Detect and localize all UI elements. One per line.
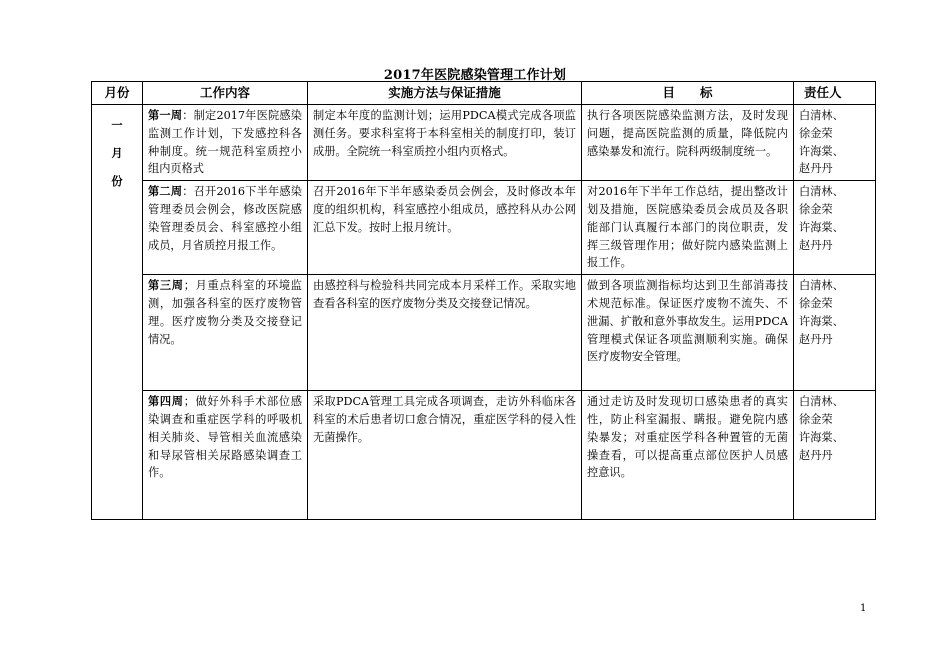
goal-cell: 执行各项医院感染监测方法，及时发现问题，提高医院监测的质量，降低院内感染暴发和流行。院科两级制度统一。 (582, 105, 794, 181)
week-label: 第三周 (148, 278, 184, 293)
content-text: ；做好外科手术部位感染调查和重症医学科的呼吸机相关肺炎、导管相关血流感染和导尿管相关尿路感染调查工作。 (148, 395, 302, 480)
responsible-person: 许海棠、 (799, 314, 844, 328)
header-responsible: 责任人 (794, 82, 876, 105)
content-cell (143, 391, 308, 520)
header-month: 月份 (92, 82, 143, 105)
content-text: ；月重点科室的环境监测，加强各科室的医疗废物管理。医疗废物分类及交接登记情况。 (148, 279, 302, 346)
month-cell (92, 105, 143, 520)
responsible-person: 徐金荣 (799, 126, 833, 140)
table-row (92, 275, 876, 391)
responsible-person: 赵丹丹 (799, 238, 833, 252)
month-char: 一 (111, 118, 123, 132)
month-char: 月 (111, 146, 123, 160)
page-title: 2017年医院感染管理工作计划 (383, 68, 567, 83)
table-header-row (92, 82, 876, 105)
responsible-cell (794, 105, 876, 181)
goal-cell: 做到各项监测指标均达到卫生部消毒技术规范标准。保证医疗废物不流失、不泄漏、扩散和意外事故发生。运用PDCA管理模式保证各项监测顺利实施。确保医疗废物安全管理。 (582, 275, 794, 391)
responsible-cell (794, 181, 876, 275)
week-label: 第二周 (148, 184, 183, 199)
goal-cell: 通过走访及时发现切口感染患者的真实性，防止科室漏报、瞒报。避免院内感染暴发；对重症医学科各种置管的无菌操查看，可以提高重点部位医护人员感控意识。 (582, 391, 794, 520)
responsible-person: 赵丹丹 (799, 448, 833, 462)
month-char: 份 (111, 174, 123, 188)
content-text: ：召开2016下半年感染管理委员会例会，修改医院感染管理委员会、科室感控小组成员，月省质控月报工作。 (148, 185, 302, 252)
method-cell: 制定本年度的监测计划；运用PDCA模式完成各项监测任务。要求科室将于本科室相关的制度打印，装订成册。全院统一科室质控小组内页格式。 (308, 105, 582, 181)
responsible-person: 许海棠、 (799, 220, 844, 234)
week-label: 第一周 (148, 108, 183, 122)
responsible-cell (794, 391, 876, 520)
page-number: 1 (860, 603, 867, 614)
responsible-person: 许海棠、 (799, 430, 844, 444)
responsible-person: 白清林、 (799, 279, 844, 293)
table-row (92, 105, 876, 181)
responsible-person: 白清林、 (799, 395, 844, 409)
responsible-person: 许海棠、 (799, 144, 844, 158)
responsible-person: 徐金荣 (799, 296, 833, 310)
method-cell: 召开2016年下半年感染委员会例会，及时修改本年度的组织机构，科室感控小组成员，感控科从办公网汇总下发。按时上报月统计。 (308, 181, 582, 275)
content-cell (143, 275, 308, 391)
goal-cell: 对2016年下半年工作总结，提出整改计划及措施，医院感染委员会成员及各职能部门认真履行本部门的岗位职责，发挥三级管理作用；做好院内感染监测上报工作。 (582, 181, 794, 275)
method-cell: 由感控科与检验科共同完成本月采样工作。采取实地查看各科室的医疗废物分类及交接登记情况。 (308, 275, 582, 391)
responsible-person: 白清林、 (799, 185, 844, 199)
responsible-cell (794, 275, 876, 391)
header-goal: 目 标 (582, 82, 794, 105)
header-method: 实施方法与保证措施 (308, 82, 582, 105)
responsible-person: 徐金荣 (799, 202, 833, 216)
content-cell (143, 181, 308, 275)
responsible-person: 白清林、 (799, 109, 844, 122)
method-cell: 采取PDCA管理工具完成各项调查，走访外科临床各科室的术后患者切口愈合情况，重症医学科的侵入性无菌操作。 (308, 391, 582, 520)
header-content: 工作内容 (143, 82, 308, 105)
content-cell (143, 105, 308, 181)
responsible-person: 赵丹丹 (799, 162, 833, 176)
responsible-person: 赵丹丹 (799, 332, 833, 346)
week-label: 第四周 (148, 394, 184, 409)
work-plan-table (91, 81, 876, 520)
table-row (92, 181, 876, 275)
content-text: ：制定2017年医院感染监测工作计划，下发感控科各种制度。统一规范科室质控小组内页格式 (148, 109, 302, 176)
responsible-person: 徐金荣 (799, 412, 833, 426)
table-row (92, 391, 876, 520)
